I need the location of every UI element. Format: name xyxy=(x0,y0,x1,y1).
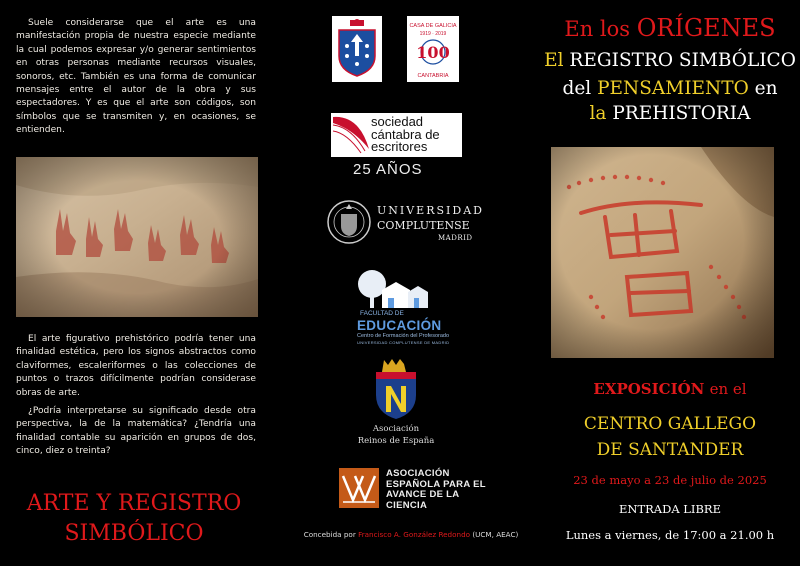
sce-line-3: escritores xyxy=(371,139,428,154)
sce-line-1: sociedad xyxy=(371,114,424,129)
title-registro-simbolico: REGISTRO SIMBÓLICO xyxy=(569,50,796,71)
tree-and-building-icon xyxy=(352,268,452,312)
sociedad-cantabra-escritores-logo xyxy=(331,113,462,157)
title-line-4 xyxy=(540,103,800,124)
opening-hours: Lunes a viernes, de 17:00 a 21.00 h xyxy=(565,528,775,542)
ucm-crest-icon xyxy=(327,198,371,246)
title-pensamiento: PENSAMIENTO xyxy=(597,78,749,99)
casa-top-text: CASA DE GALICIA xyxy=(409,23,457,29)
question-paragraph xyxy=(16,405,256,459)
casa-number: 100 xyxy=(416,43,450,62)
exhibition-dates: 23 de mayo a 23 de julio de 2025 xyxy=(573,473,767,487)
title-prehistoria: PREHISTORIA xyxy=(612,103,751,124)
title-line-4-prefix: la xyxy=(589,103,607,124)
figurative-art-paragraph xyxy=(16,333,256,400)
crowned-n-shield-icon xyxy=(356,356,436,422)
aeac-line-1: ASOCIACIÓN xyxy=(386,468,450,479)
figurative-art-paragraph-text: El arte figurativo prehistórico podría tener una finalidad estética, pero los signos abstractos como claviformes, escaleriformes o las colecciones de puntos o trazos difícilmente podrían considerase obras de arte. xyxy=(16,334,256,398)
intro-paragraph-text: Suele considerarse que el arte es una manifestación propia de nuestra especie mediante la cual podemos expresar y/o generar sentimientos en otras personas mediante recursos visuales, sonoros, etc. También es una forma de comunicar mensajes entre el autor de la obra y sus espectadores. Y es que el arte son códigos, son símbolos que se transmiten y, en ocasiones, se entienden. xyxy=(16,18,256,136)
edu-line-4: UNIVERSIDAD COMPLUTENSE DE MADRID xyxy=(357,340,450,345)
galicia-coat-of-arms-logo xyxy=(332,16,382,82)
aeac-line-3: AVANCE DE LA xyxy=(386,489,460,500)
aeac-line-4: CIENCIA xyxy=(386,499,428,511)
credit-author: Francisco A. González Redondo xyxy=(358,530,471,539)
credit-prefix: Concebida por xyxy=(303,530,356,539)
casa-years-text: 1919 · 2019 xyxy=(419,31,447,37)
aeac-logo xyxy=(339,468,499,512)
title-line-3-prefix: del xyxy=(562,78,592,99)
venue-line-1: CENTRO GALLEGO xyxy=(583,414,757,434)
title-line-1-prefix: En los xyxy=(564,17,631,41)
venue-line-2 xyxy=(540,440,800,460)
expo-word: EXPOSICIÓN xyxy=(593,380,705,398)
aeac-line-2: ESPAÑOLA PARA EL xyxy=(386,478,486,490)
question-paragraph-text: ¿Podría interpretarse su significado desde otra perspectiva, la de la matemática? ¿Tendría una finalidad contable su aparición en grupos de dos, cinco, diez o treinta? xyxy=(16,406,256,457)
exhibition-heading xyxy=(540,380,800,398)
ucm-line-1: UNIVERSIDAD xyxy=(377,204,484,217)
title-line-3 xyxy=(540,78,800,99)
ucm-line-2: COMPLUTENSE xyxy=(377,219,470,232)
venue-santander: SANTANDER xyxy=(628,440,744,460)
sce-line-2: cántabra de xyxy=(371,126,440,142)
sce-anniversary: 25 AÑOS xyxy=(353,161,423,178)
title-line-2-prefix: El xyxy=(544,50,564,71)
universidad-complutense-logo xyxy=(325,198,485,248)
left-panel-title xyxy=(0,489,268,549)
asociacion-reinos-espana-logo xyxy=(356,356,436,448)
ucm-line-3: MADRID xyxy=(438,234,473,242)
edu-line-2: EDUCACIÓN xyxy=(357,318,442,333)
edu-line-3: Centro de Formación del Profesorado xyxy=(357,333,450,339)
cave-hand-paintings-photo xyxy=(16,157,258,317)
free-entry: ENTRADA LIBRE xyxy=(619,502,721,516)
aeac-emblem-icon xyxy=(339,468,379,508)
casa-bottom-text: CANTABRIA xyxy=(417,73,449,79)
cave-painting-claviform-photo xyxy=(551,147,774,358)
left-title-line-2: SIMBÓLICO xyxy=(64,521,204,546)
facultad-educacion-logo xyxy=(352,268,452,348)
credit-affiliation: (UCM, AEAC) xyxy=(472,530,519,539)
quill-icon xyxy=(331,113,371,157)
edu-line-1: FACULTAD DE xyxy=(360,310,404,317)
reinos-line-1: Asociación xyxy=(372,424,420,434)
left-title-line-1: ARTE Y REGISTRO xyxy=(26,491,242,516)
venue-line-2-prefix: DE xyxy=(596,440,623,460)
title-line-3-suffix: en xyxy=(754,78,778,99)
title-origenes: ORÍGENES xyxy=(636,14,776,42)
expo-suffix: en el xyxy=(709,380,747,398)
title-line-2 xyxy=(540,50,800,71)
credit-line xyxy=(286,530,536,539)
title-line-1 xyxy=(540,14,800,42)
intro-paragraph xyxy=(16,17,256,138)
reinos-line-2: Reinos de España xyxy=(357,436,435,446)
casa-de-galicia-logo xyxy=(407,16,459,82)
